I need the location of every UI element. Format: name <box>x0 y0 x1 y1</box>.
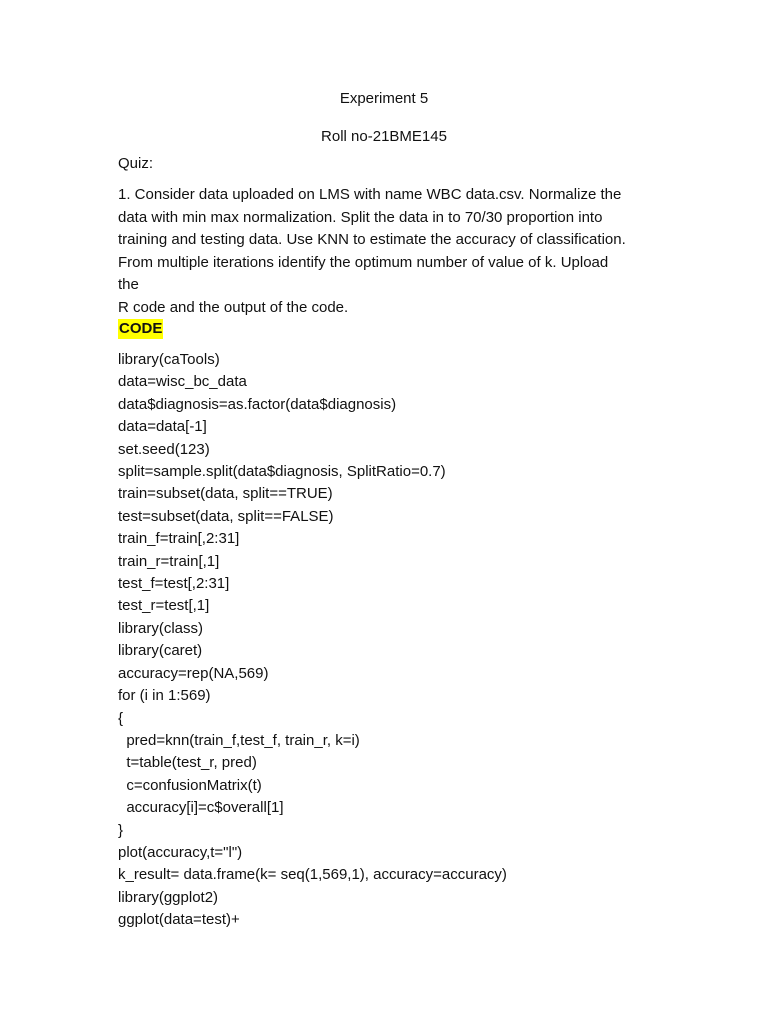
question-line: From multiple iterations identify the optimum number of value of k. Upload <box>118 253 609 271</box>
code-line: data=data[-1] <box>118 418 207 436</box>
code-line: data=wisc_bc_data <box>118 373 247 391</box>
code-line: ggplot(data=test)+ <box>118 911 240 929</box>
code-line: test_r=test[,1] <box>118 597 210 615</box>
quiz-label: Quiz: <box>118 155 154 172</box>
code-line: library(class) <box>118 619 204 637</box>
code-line: data$diagnosis=as.factor(data$diagnosis) <box>118 395 397 413</box>
code-line: test=subset(data, split==FALSE) <box>118 507 334 525</box>
code-line: pred=knn(train_f,test_f, train_r, k=i) <box>118 731 360 749</box>
code-heading: CODE <box>119 320 163 337</box>
code-line: c=confusionMatrix(t) <box>118 776 262 794</box>
code-line: accuracy=rep(NA,569) <box>118 664 269 682</box>
code-line: split=sample.split(data$diagnosis, SplitRatio=0.7) <box>118 463 446 481</box>
question-line: training and testing data. Use KNN to estimate the accuracy of classification. <box>118 231 626 248</box>
code-line: test_f=test[,2:31] <box>118 575 230 593</box>
code-line: train=subset(data, split==TRUE) <box>118 485 333 503</box>
question-line: R code and the output of the code. <box>118 298 349 316</box>
question-line: data with min max normalization. Split the data in to 70/30 proportion into <box>118 208 603 226</box>
code-line: library(ggplot2) <box>118 888 219 906</box>
code-line: library(caTools) <box>118 351 220 368</box>
code-line: } <box>118 821 124 839</box>
question-line: the <box>118 276 139 293</box>
code-line: for (i in 1:569) <box>118 687 211 705</box>
experiment-title: Experiment 5 <box>339 90 429 107</box>
code-line: train_f=train[,2:31] <box>118 530 240 548</box>
code-line: plot(accuracy,t="l") <box>118 843 243 861</box>
code-line: train_r=train[,1] <box>118 552 220 570</box>
roll-number: Roll no-21BME145 <box>321 128 447 145</box>
code-line: t=table(test_r, pred) <box>118 754 257 772</box>
code-line: k_result= data.frame(k= seq(1,569,1), accuracy=accuracy) <box>118 866 507 884</box>
code-line: accuracy[i]=c$overall[1] <box>118 799 284 817</box>
code-line: { <box>118 709 124 727</box>
r-code-block <box>118 349 678 932</box>
question-line: 1. Consider data uploaded on LMS with name WBC data.csv. Normalize the <box>118 186 622 203</box>
question-text <box>118 184 638 319</box>
code-line: set.seed(123) <box>118 440 210 458</box>
code-line: library(caret) <box>118 642 203 660</box>
